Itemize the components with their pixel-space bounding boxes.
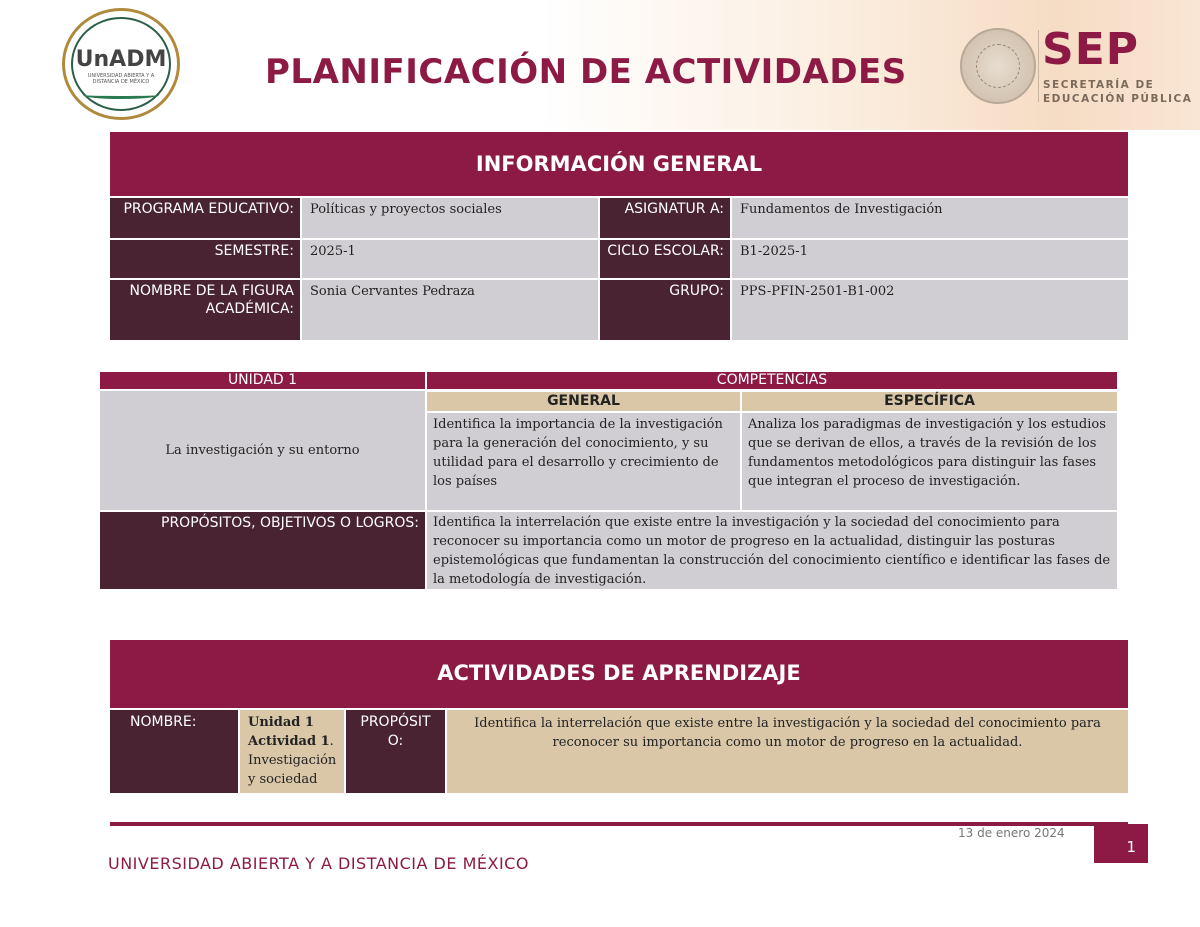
figura-value: Sonia Cervantes Pedraza	[302, 280, 598, 340]
propositos-text: Identifica la interrelación que existe entre la investigación y la sociedad del conocimiento para reconocer su importancia como un motor de progreso en la actualidad, distinguir las posturas epistemológicas que fundamentan la construcción del conocimiento científico e identificar las fases de la metodología de investigación.	[427, 512, 1117, 589]
competencias-header: COMPETENCIAS	[427, 372, 1117, 389]
actividad-label: Actividad 1	[248, 734, 330, 749]
programa-value: Políticas y proyectos sociales	[302, 198, 598, 238]
asignatura-label: ASIGNATUR A:	[600, 198, 730, 238]
unidad-name-cell	[100, 391, 425, 510]
grupo-label: GRUPO:	[600, 280, 730, 340]
unidad-label: Unidad 1	[248, 715, 314, 730]
page-number: 1	[1094, 824, 1148, 863]
unidad-header: UNIDAD 1	[100, 372, 425, 389]
nombre-label: NOMBRE:	[110, 710, 238, 793]
proposito-label: PROPÓSITO:	[346, 710, 445, 793]
actividad-dot: .	[329, 734, 334, 749]
sep-line-2: EDUCACIÓN PÚBLICA	[1043, 93, 1193, 105]
especifica-header: ESPECÍFICA	[742, 392, 1117, 411]
actividades-heading: ACTIVIDADES DE APRENDIZAJE	[110, 640, 1128, 708]
national-seal-icon	[960, 28, 1036, 104]
semestre-value: 2025-1	[302, 240, 598, 278]
unidad-name: La investigación y su entorno	[165, 443, 360, 458]
logo-swoosh	[83, 91, 159, 99]
logo-name: UnADM	[75, 47, 167, 72]
logo-subtitle: UNIVERSIDAD ABIERTA Y A DISTANCIA DE MÉXICO	[87, 73, 155, 85]
sep-logo: SEP	[1042, 24, 1139, 75]
footer-university: UNIVERSIDAD ABIERTA Y A DISTANCIA DE MÉXICO	[108, 854, 529, 873]
propositos-label: PROPÓSITOS, OBJETIVOS O LOGROS:	[100, 512, 425, 589]
especifica-text: Analiza los paradigmas de investigación y los estudios que se derivan de ellos, a través de la revisión de los fundamentos metodológicos para distinguir las fases que integran el proceso de investigación.	[742, 413, 1117, 510]
general-header: GENERAL	[427, 392, 740, 411]
sep-divider	[1038, 30, 1039, 102]
semestre-label: SEMESTRE:	[110, 240, 300, 278]
nombre-value	[240, 710, 344, 793]
unadm-logo	[62, 8, 180, 120]
grupo-value: PPS-PFIN-2501-B1-002	[732, 280, 1128, 340]
general-info-heading: INFORMACIÓN GENERAL	[110, 132, 1128, 196]
ciclo-value: B1-2025-1	[732, 240, 1128, 278]
footer-date: 13 de enero 2024	[958, 826, 1065, 840]
programa-label: PROGRAMA EDUCATIVO:	[110, 198, 300, 238]
sep-subtitle	[1043, 78, 1192, 106]
general-text: Identifica la importancia de la investigación para la generación del conocimiento, y su utilidad para el desarrollo y crecimiento de los países	[427, 413, 740, 510]
ciclo-label: CICLO ESCOLAR:	[600, 240, 730, 278]
asignatura-value: Fundamentos de Investigación	[732, 198, 1128, 238]
sep-line-1: SECRETARÍA DE	[1043, 79, 1155, 91]
proposito-text: Identifica la interrelación que existe entre la investigación y la sociedad del conocimiento para reconocer su importancia como un motor de progreso en la actualidad.	[447, 710, 1128, 793]
seal-inner	[976, 44, 1020, 88]
figura-label: NOMBRE DE LA FIGURA ACADÉMICA:	[110, 280, 300, 340]
page-title: PLANIFICACIÓN DE ACTIVIDADES	[265, 52, 907, 92]
actividad-name: Investigación y sociedad	[248, 753, 337, 787]
